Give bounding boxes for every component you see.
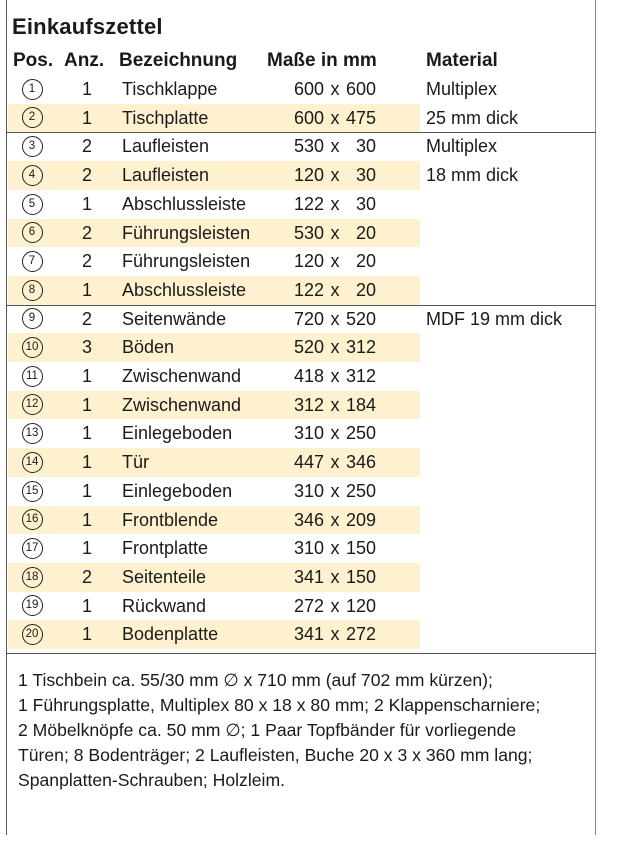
notes-block <box>18 668 598 793</box>
table-row <box>0 419 600 448</box>
masse-times: x <box>330 308 340 329</box>
masse-a: 418 <box>293 366 324 386</box>
col-bez-header: Bezeichnung <box>119 50 238 71</box>
table-row <box>0 75 600 104</box>
position-number: 8 <box>22 280 43 301</box>
col-pos-header: Pos. <box>13 50 54 71</box>
masse-b: 475 <box>346 107 377 128</box>
masse-a: 310 <box>293 423 324 444</box>
table-row <box>0 391 600 420</box>
masse-a: 272 <box>293 595 324 616</box>
position-number: 10 <box>22 337 43 358</box>
anz-cell: 2 <box>81 136 92 157</box>
table-row <box>0 333 600 362</box>
masse-a: 312 <box>293 394 324 415</box>
pos-cell <box>14 448 50 477</box>
masse-b: 150 <box>346 538 377 559</box>
position-number: 12 <box>22 394 43 415</box>
bez-cell: Einlegeboden <box>122 423 233 444</box>
bez-cell: Abschlussleiste <box>122 193 247 214</box>
bez-cell: Führungsleisten <box>122 222 251 243</box>
masse-times: x <box>330 423 340 444</box>
bez-cell: Frontplatte <box>122 538 209 559</box>
masse-times: x <box>330 279 340 300</box>
table-end-divider <box>6 653 596 654</box>
notes-line: 1 Tischbein ca. 55/30 mm ∅ x 710 mm (auf 702 mm kürzen); <box>18 670 493 690</box>
anz-cell: 3 <box>81 337 92 358</box>
anz-cell: 1 <box>81 538 92 559</box>
masse-times: x <box>330 193 340 214</box>
masse-a: 310 <box>293 480 324 501</box>
masse-times: x <box>330 79 340 99</box>
masse-cell <box>268 362 414 391</box>
masse-cell <box>268 161 414 190</box>
material-cell: MDF 19 mm dick <box>426 308 563 329</box>
bez-cell: Führungsleisten <box>122 251 251 272</box>
position-number: 3 <box>22 136 43 157</box>
masse-cell <box>268 620 414 649</box>
pos-cell <box>14 305 50 334</box>
position-number: 5 <box>22 194 43 215</box>
masse-cell <box>268 477 414 506</box>
material-cell: 25 mm dick <box>426 107 519 128</box>
pos-cell <box>14 132 50 161</box>
masse-b: 272 <box>346 624 377 645</box>
masse-a: 600 <box>293 79 324 99</box>
table-header <box>0 47 600 75</box>
masse-times: x <box>330 165 340 186</box>
masse-a: 120 <box>293 165 324 186</box>
masse-cell <box>268 247 414 276</box>
pos-cell <box>14 477 50 506</box>
masse-a: 120 <box>293 251 324 272</box>
bez-cell: Zwischenwand <box>122 366 242 386</box>
anz-cell: 2 <box>81 308 92 329</box>
masse-times: x <box>330 509 340 530</box>
masse-b: 209 <box>346 509 377 530</box>
table-row <box>0 592 600 621</box>
masse-times: x <box>330 566 340 587</box>
table-row <box>0 534 600 563</box>
masse-b: 20 <box>356 251 377 272</box>
pos-cell <box>14 247 50 276</box>
anz-cell: 1 <box>81 624 92 645</box>
pos-cell <box>14 563 50 592</box>
masse-cell <box>268 419 414 448</box>
masse-a: 530 <box>293 222 324 243</box>
bez-cell: Laufleisten <box>122 165 210 186</box>
position-number: 1 <box>22 79 43 100</box>
table-row <box>0 620 600 649</box>
masse-times: x <box>330 251 340 272</box>
anz-cell: 1 <box>81 452 92 473</box>
position-number: 11 <box>22 366 43 387</box>
table-row <box>0 132 600 161</box>
notes-line: 2 Möbelknöpfe ca. 50 mm ∅; 1 Paar Topfbänder für vorliegende <box>18 720 517 740</box>
masse-cell <box>268 75 414 104</box>
bez-cell: Abschlussleiste <box>122 279 247 300</box>
table-row <box>0 161 600 190</box>
bez-cell: Frontblende <box>122 509 219 530</box>
bez-cell: Bodenplatte <box>122 624 219 645</box>
anz-cell: 1 <box>81 423 92 444</box>
table-row <box>0 219 600 248</box>
masse-a: 600 <box>293 107 324 128</box>
anz-cell: 1 <box>81 79 92 99</box>
material-cell: 18 mm dick <box>426 165 519 186</box>
masse-a: 310 <box>293 538 324 559</box>
table-row <box>0 276 600 305</box>
position-number: 20 <box>22 624 43 645</box>
pos-cell <box>14 534 50 563</box>
pos-cell <box>14 592 50 621</box>
masse-times: x <box>330 452 340 473</box>
masse-b: 30 <box>356 136 377 157</box>
bez-cell: Tür <box>122 452 149 473</box>
table-row <box>0 506 600 535</box>
bez-cell: Tischplatte <box>122 107 209 128</box>
anz-cell: 1 <box>81 279 92 300</box>
masse-b: 600 <box>346 79 377 99</box>
bez-cell: Böden <box>122 337 175 358</box>
table-row <box>0 104 600 133</box>
pos-cell <box>14 219 50 248</box>
masse-b: 250 <box>346 423 377 444</box>
page-title: Einkaufszettel <box>12 14 163 39</box>
pos-cell <box>14 419 50 448</box>
pos-cell <box>14 333 50 362</box>
anz-cell: 2 <box>81 251 92 272</box>
masse-times: x <box>330 394 340 415</box>
material-cell: Multiplex <box>426 79 498 99</box>
masse-times: x <box>330 538 340 559</box>
bez-cell: Rückwand <box>122 595 207 616</box>
pos-cell <box>14 161 50 190</box>
masse-a: 530 <box>293 136 324 157</box>
table-row <box>0 247 600 276</box>
masse-b: 312 <box>346 366 377 386</box>
notes-line: Türen; 8 Bodenträger; 2 Laufleisten, Buche 20 x 3 x 360 mm lang; <box>18 745 533 765</box>
col-masse-header: Maße in mm <box>267 50 377 71</box>
masse-cell <box>268 534 414 563</box>
notes-line: Spanplatten-Schrauben; Holzleim. <box>18 770 285 790</box>
table-row <box>0 362 600 391</box>
pos-cell <box>14 362 50 391</box>
masse-b: 520 <box>346 308 377 329</box>
anz-cell: 1 <box>81 394 92 415</box>
table-row <box>0 563 600 592</box>
masse-b: 30 <box>356 165 377 186</box>
position-number: 13 <box>22 423 43 444</box>
position-number: 4 <box>22 165 43 186</box>
anz-cell: 1 <box>81 366 92 386</box>
masse-times: x <box>330 595 340 616</box>
group-divider <box>6 132 596 133</box>
masse-b: 184 <box>346 394 377 415</box>
masse-cell <box>268 592 414 621</box>
notes-line: 1 Führungsplatte, Multiplex 80 x 18 x 80 mm; 2 Klappenscharniere; <box>18 695 541 715</box>
group-divider <box>6 305 596 306</box>
masse-cell <box>268 391 414 420</box>
position-number: 16 <box>22 509 43 530</box>
table-row <box>0 477 600 506</box>
position-number: 14 <box>22 452 43 473</box>
bez-cell: Laufleisten <box>122 136 210 157</box>
masse-b: 20 <box>356 279 377 300</box>
masse-cell <box>268 333 414 362</box>
masse-cell <box>268 305 414 334</box>
masse-b: 120 <box>346 595 377 616</box>
table-row <box>0 190 600 219</box>
anz-cell: 2 <box>81 165 92 186</box>
table-row <box>0 305 600 334</box>
masse-a: 720 <box>293 308 324 329</box>
masse-times: x <box>330 624 340 645</box>
masse-cell <box>268 563 414 592</box>
pos-cell <box>14 391 50 420</box>
position-number: 6 <box>22 222 43 243</box>
anz-cell: 1 <box>81 193 92 214</box>
bez-cell: Seitenwände <box>122 308 227 329</box>
anz-cell: 1 <box>81 107 92 128</box>
masse-times: x <box>330 136 340 157</box>
masse-times: x <box>330 480 340 501</box>
masse-a: 341 <box>293 624 324 645</box>
col-anz-header: Anz. <box>64 50 105 71</box>
pos-cell <box>14 620 50 649</box>
bez-cell: Zwischenwand <box>122 394 242 415</box>
masse-times: x <box>330 337 340 358</box>
masse-b: 20 <box>356 222 377 243</box>
table-row <box>0 448 600 477</box>
masse-cell <box>268 276 414 305</box>
masse-cell <box>268 448 414 477</box>
position-number: 7 <box>22 251 43 272</box>
masse-b: 346 <box>346 452 377 473</box>
masse-b: 312 <box>346 337 377 358</box>
position-number: 15 <box>22 481 43 502</box>
masse-a: 341 <box>293 566 324 587</box>
anz-cell: 2 <box>81 222 92 243</box>
masse-a: 447 <box>293 452 324 473</box>
masse-b: 150 <box>346 566 377 587</box>
pos-cell <box>14 276 50 305</box>
bez-cell: Einlegeboden <box>122 480 233 501</box>
anz-cell: 1 <box>81 480 92 501</box>
masse-cell <box>268 506 414 535</box>
pos-cell <box>14 75 50 104</box>
bez-cell: Seitenteile <box>122 566 207 587</box>
position-number: 18 <box>22 567 43 588</box>
masse-times: x <box>330 107 340 128</box>
anz-cell: 1 <box>81 509 92 530</box>
position-number: 19 <box>22 595 43 616</box>
position-number: 9 <box>22 308 43 329</box>
masse-times: x <box>330 222 340 243</box>
pos-cell <box>14 104 50 133</box>
masse-a: 122 <box>293 193 324 214</box>
masse-a: 122 <box>293 279 324 300</box>
bez-cell: Tischklappe <box>122 79 218 99</box>
masse-a: 346 <box>293 509 324 530</box>
masse-a: 520 <box>293 337 324 358</box>
material-cell: Multiplex <box>426 136 498 157</box>
col-material-header: Material <box>426 50 498 71</box>
position-number: 17 <box>22 538 43 559</box>
masse-cell <box>268 132 414 161</box>
pos-cell <box>14 190 50 219</box>
position-number: 2 <box>22 107 43 128</box>
masse-cell <box>268 104 414 133</box>
masse-times: x <box>330 366 340 386</box>
anz-cell: 1 <box>81 595 92 616</box>
masse-cell <box>268 190 414 219</box>
pos-cell <box>14 506 50 535</box>
masse-b: 30 <box>356 193 377 214</box>
masse-cell <box>268 219 414 248</box>
masse-b: 250 <box>346 480 377 501</box>
anz-cell: 2 <box>81 566 92 587</box>
